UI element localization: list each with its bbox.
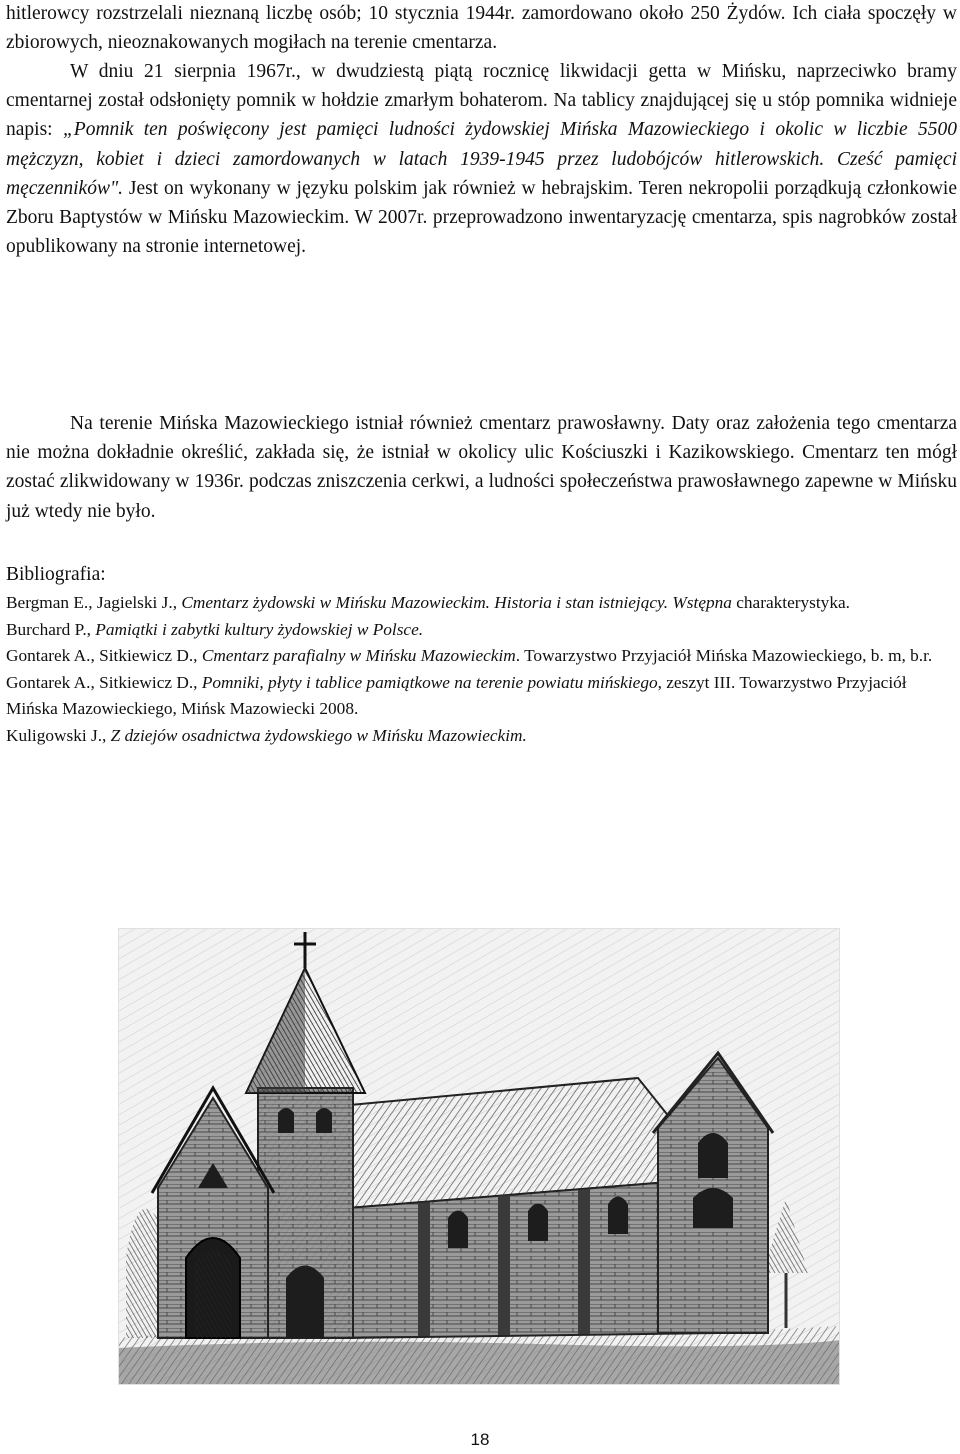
paragraph-monument: [6, 57, 957, 261]
bibliography-entry: Gontarek A., Sitkiewicz D., Cmentarz parafialny w Mińsku Mazowieckim. Towarzystwo Przyjaciół Mińska Mazowieckiego, b. m, b.r.: [6, 646, 933, 666]
paragraph-orthodox-cemetery: Na terenie Mińska Mazowieckiego istniał również cmentarz prawosławny. Daty oraz założenia tego cmentarza nie można dokładnie określić, zakłada się, że istniał w okolicy ulic Kościuszki i Kazikowskiego. Cmentarz ten mógł zostać zlikwidowany w 1936r. podczas zniszczenia cerkwi, a ludności społeczeństwa prawosławnego zapewne w Mińsku już wtedy nie było.: [6, 413, 957, 522]
bibliography-list: [6, 590, 957, 750]
church-drawing-icon: [118, 928, 840, 1385]
monument-text-before: W dniu 21 sierpnia 1967r., w dwudziestą piątą rocznicę likwidacji getta w Mińsku, naprzeciwko bramy cmentarnej został odsłonięty pomnik w hołdzie zmarłym bohaterom. Na tablicy znajdującej się u stóp pomnika widnieje napis:: [6, 61, 957, 141]
bibliography-heading: Bibliografia:: [6, 564, 106, 585]
bibliography-entry: Burchard P., Pamiątki i zabytki kultury żydowskiej w Polsce.: [6, 619, 424, 639]
paragraph-intro: hitlerowcy rozstrzelali nieznaną liczbę osób; 10 stycznia 1944r. zamordowano około 250 Żydów. Ich ciała spoczęły w zbiorowych, nieoznakowanych mogiłach na terenie cmentarza.: [6, 3, 957, 54]
page-number: 18: [470, 1430, 490, 1449]
monument-text-after: Jest on wykonany w języku polskim jak również w hebrajskim. Teren nekropolii porządkują członkowie Zboru Baptystów w Mińsku Mazowieckim. W 2007r. przeprowadzono inwentaryzację cmentarza, spis nagrobków został opublikowany na stronie internetowej.: [6, 177, 957, 258]
bibliography-entry: Gontarek A., Sitkiewicz D., Pomniki, płyty i tablice pamiątkowe na terenie powiatu mińskiego, zeszyt III. Towarzystwo Przyjaciół Mińska Mazowieckiego, Mińsk Mazowiecki 2008.: [6, 672, 907, 719]
bibliography-entry: Kuligowski J., Z dziejów osadnictwa żydowskiego w Mińsku Mazowieckim.: [6, 725, 527, 745]
bibliography-entry: Bergman E., Jagielski J., Cmentarz żydowski w Mińsku Mazowieckim. Historia i stan istniejący. Wstępna charakterystyka.: [6, 593, 850, 612]
monument-inscription-quote: „Pomnik ten poświęcony jest pamięci ludności żydowskiej Mińska Mazowieckiego i okolic w liczbie 5500 mężczyzn, kobiet i dzieci zamordowanych w latach 1939-1945 przez ludobójców hitlerowskich. Cześć pamięci męczenników".: [6, 119, 957, 199]
